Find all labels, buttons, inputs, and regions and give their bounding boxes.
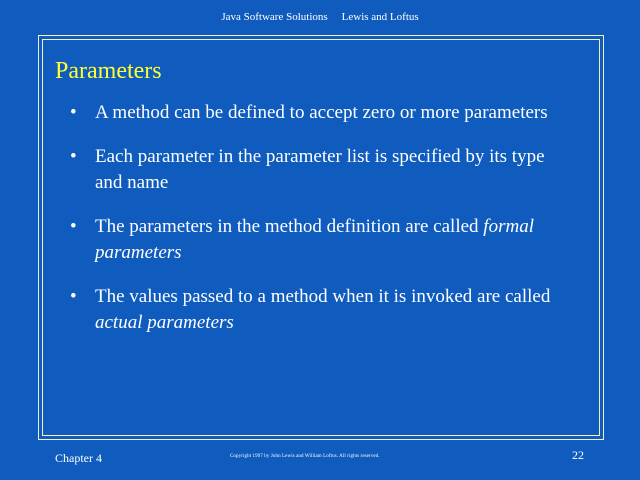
bullet-item-2 [70,144,570,196]
bullet-emphasis: formal parameters [95,216,534,263]
slide-header [0,11,640,23]
bullet-emphasis: actual parameters [95,312,234,333]
footer-page-number: 22 [572,448,584,462]
bullet-item-1 [70,100,570,126]
bullet-list [70,100,570,354]
footer-chapter: Chapter 4 [55,451,102,465]
bullet-dot-icon: • [70,102,77,123]
header-book-title: Java Software Solutions [221,11,328,23]
footer-copyright: Copyright 1997 by John Lewis and William Loftus. All rights reserved. [230,454,380,459]
bullet-dot-icon: • [70,216,77,237]
bullet-text: A method can be defined to accept zero or more parameters [95,102,548,123]
bullet-text: Each parameter in the parameter list is specified by its type and name [95,146,545,193]
bullet-text: The values passed to a method when it is invoked are called [95,286,551,307]
bullet-dot-icon: • [70,146,77,167]
bullet-dot-icon: • [70,286,77,307]
bullet-item-4 [70,284,570,336]
bullet-text: The parameters in the method definition are called [95,216,484,237]
bullet-item-3 [70,214,570,266]
header-authors: Lewis and Loftus [341,11,419,23]
slide-title: Parameters [55,58,162,84]
